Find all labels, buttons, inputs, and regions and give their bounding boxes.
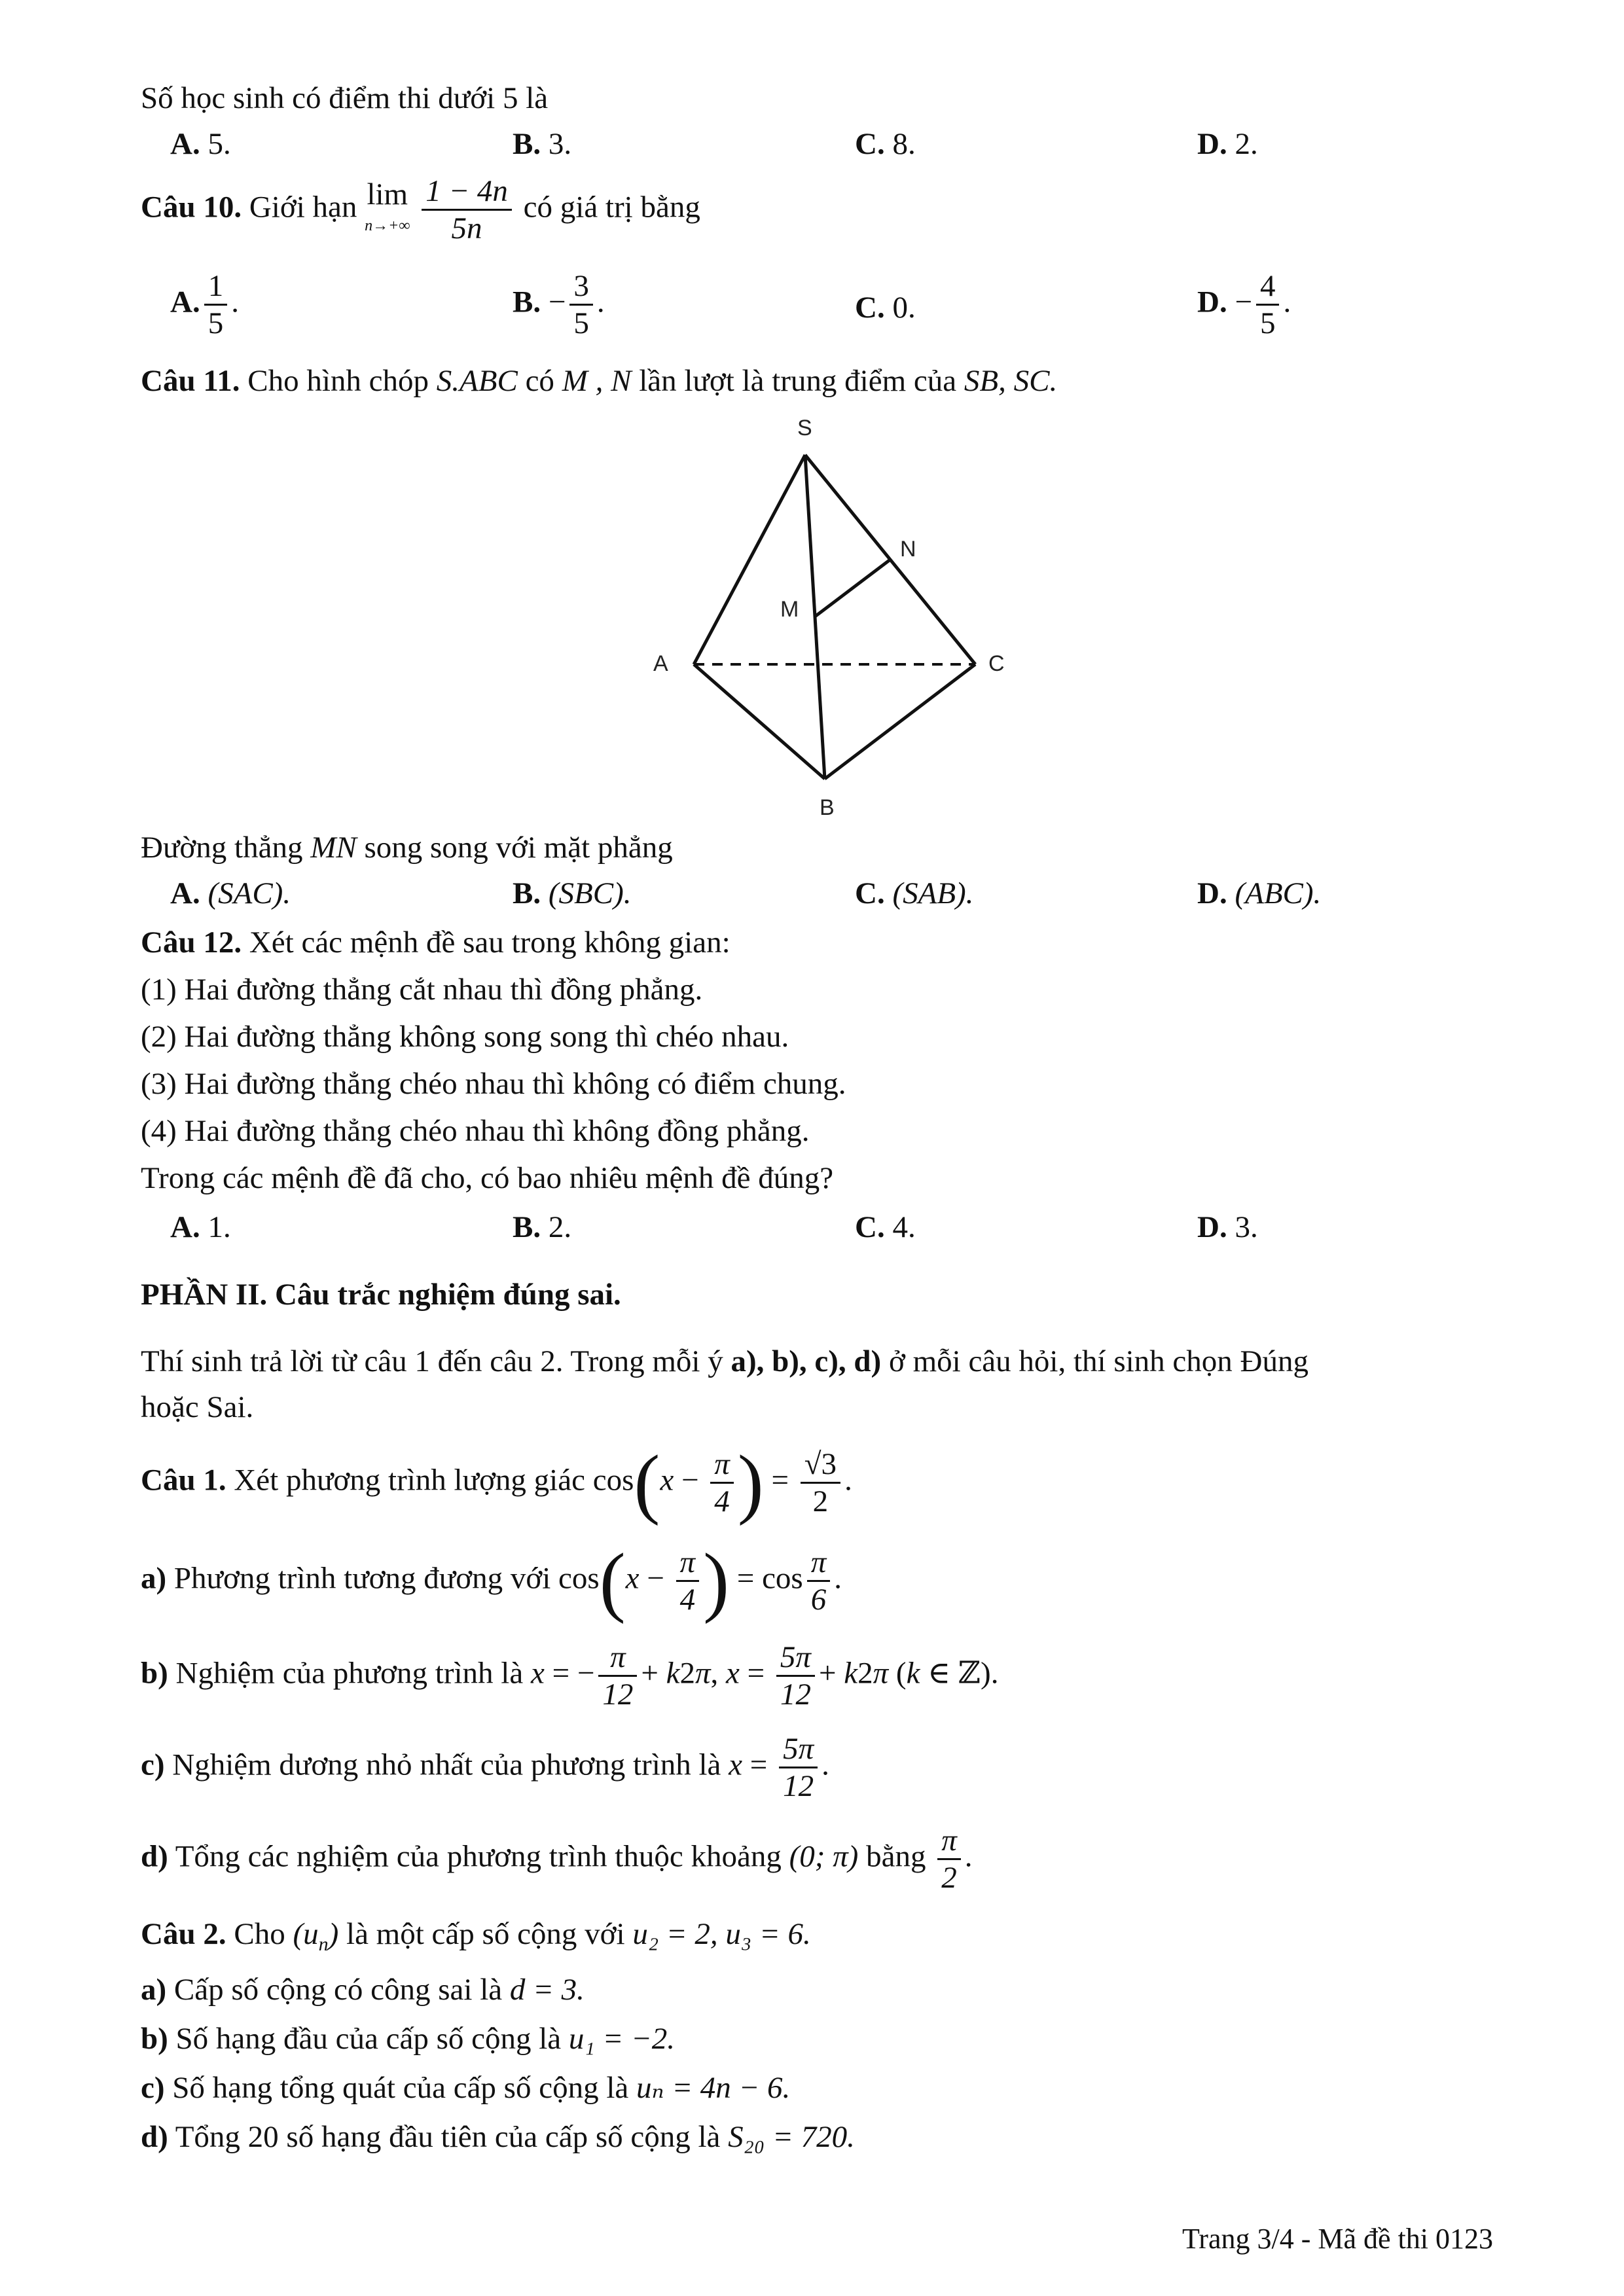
p2q1-b: b) Nghiệm của phương trình là x = − $\frac{\pi}{12}$ + k2π, x = $\frac{5\pi}{12}$ + k2π (k ∈ ℤ). — [141, 1640, 999, 1712]
limit-operator: lim n→+∞ — [365, 177, 410, 234]
q11-option-d[interactable]: D. (ABC). — [1197, 876, 1322, 910]
segment-mn — [815, 560, 890, 617]
q12-option-c[interactable]: C. 4. — [855, 1210, 916, 1244]
edge-ab — [694, 664, 825, 779]
q12-item-1: (1) Hai đường thẳng cắt nhau thì đồng phẳng. — [141, 973, 703, 1007]
pyramid-figure — [628, 406, 1034, 825]
label-c: C — [988, 651, 1005, 676]
q12-stem: Câu 12. Xét các mệnh đề sau trong không gian: — [141, 925, 731, 960]
q12-option-a[interactable]: A. 1. — [170, 1210, 231, 1244]
q11-option-c[interactable]: C. (SAB). — [855, 876, 974, 910]
label-s: S — [797, 416, 812, 440]
q11-option-a[interactable]: A. (SAC). — [170, 876, 291, 910]
label-a: A — [653, 651, 668, 676]
q11-option-b[interactable]: B. (SBC). — [513, 876, 632, 910]
q9-option-a[interactable]: A. 5. — [170, 127, 231, 161]
p2q1-stem: Câu 1. Xét phương trình lượng giác cos(x − $\frac{\pi}{4}$ ) = $\frac{√3}{2}$ . — [141, 1439, 852, 1526]
p2q2-a: a) Cấp số cộng có công sai là d = 3. — [141, 1973, 585, 2007]
label-m: M — [780, 597, 799, 622]
p2q2-stem: Câu 2. Cho $(u_n)$ là một cấp số cộng với u₂ = 2, u₃ = 6. — [141, 1917, 811, 1955]
p2q2-b: b) Số hạng đầu của cấp số cộng là u₁ = −2. — [141, 2022, 675, 2056]
q10-option-c[interactable]: C. 0. — [855, 291, 916, 325]
q10-option-a[interactable]: A. $\frac{1}{5}$ . — [170, 269, 239, 340]
q12-option-b[interactable]: B. 2. — [513, 1210, 572, 1244]
part2-instructions: Thí sinh trả lời từ câu 1 đến câu 2. Trong mỗi ý a), b), c), d) ở mỗi câu hỏi, thí sinh chọn Đúng — [141, 1344, 1308, 1378]
q10-option-b[interactable]: B. − $\frac{3}{5}$ . — [513, 269, 605, 340]
label-n: N — [900, 537, 916, 562]
part2-title: PHẦN II. Câu trắc nghiệm đúng sai. — [141, 1278, 621, 1312]
p2q1-d: d) Tổng các nghiệm của phương trình thuộc khoảng (0; π) bằng $\frac{\pi}{2}$ . — [141, 1823, 973, 1895]
label-b: B — [820, 795, 835, 820]
q12-option-d[interactable]: D. 3. — [1197, 1210, 1258, 1244]
q10-stem: Câu 10. Giới hạn lim n→+∞ $\frac{1 - 4n}{5n}$ có giá trị bằng — [141, 174, 700, 245]
q12-item-4: (4) Hai đường thẳng chéo nhau thì không đồng phẳng. — [141, 1114, 810, 1148]
p2q2-d: d) Tổng 20 số hạng đầu tiên của cấp số cộng là S₂₀ = 720. — [141, 2120, 855, 2154]
p2q1-a: a) Phương trình tương đương với cos(x − $\frac{\pi}{4}$ ) = cos $\frac{\pi}{6}$ . — [141, 1537, 842, 1624]
part2-instructions-cont: hoặc Sai. — [141, 1390, 254, 1424]
p2q1-c: c) Nghiệm dương nhỏ nhất của phương trình là x = $\frac{5\pi}{12}$ . — [141, 1732, 829, 1803]
q11-stem: Câu 11. Cho hình chóp S.ABC có M , N lần lượt là trung điểm của SB, SC. — [141, 364, 1058, 398]
p2q2-c: c) Số hạng tổng quát của cấp số cộng là uₙ = 4n − 6. — [141, 2071, 791, 2105]
q9-option-c[interactable]: C. 8. — [855, 127, 916, 161]
edge-bc — [825, 664, 975, 779]
q10-option-d[interactable]: D. − $\frac{4}{5}$ . — [1197, 269, 1291, 340]
edge-sa — [694, 455, 805, 664]
q12-item-2: (2) Hai đường thẳng không song song thì chéo nhau. — [141, 1020, 789, 1054]
q9-option-b[interactable]: B. 3. — [513, 127, 572, 161]
q10-fraction: $\frac{1 - 4n}{5n}$ — [422, 173, 512, 246]
page-footer: Trang 3/4 - Mã đề thi 0123 — [1182, 2223, 1493, 2255]
edge-sb — [805, 455, 825, 779]
q9-option-d[interactable]: D. 2. — [1197, 127, 1258, 161]
q12-item-3: (3) Hai đường thẳng chéo nhau thì không có điểm chung. — [141, 1067, 846, 1101]
q11-question: Đường thẳng MN song song với mặt phẳng — [141, 831, 673, 865]
q9-stem: Số học sinh có điểm thi dưới 5 là — [141, 81, 549, 115]
q12-question: Trong các mệnh đề đã cho, có bao nhiêu mệnh đề đúng? — [141, 1161, 834, 1195]
